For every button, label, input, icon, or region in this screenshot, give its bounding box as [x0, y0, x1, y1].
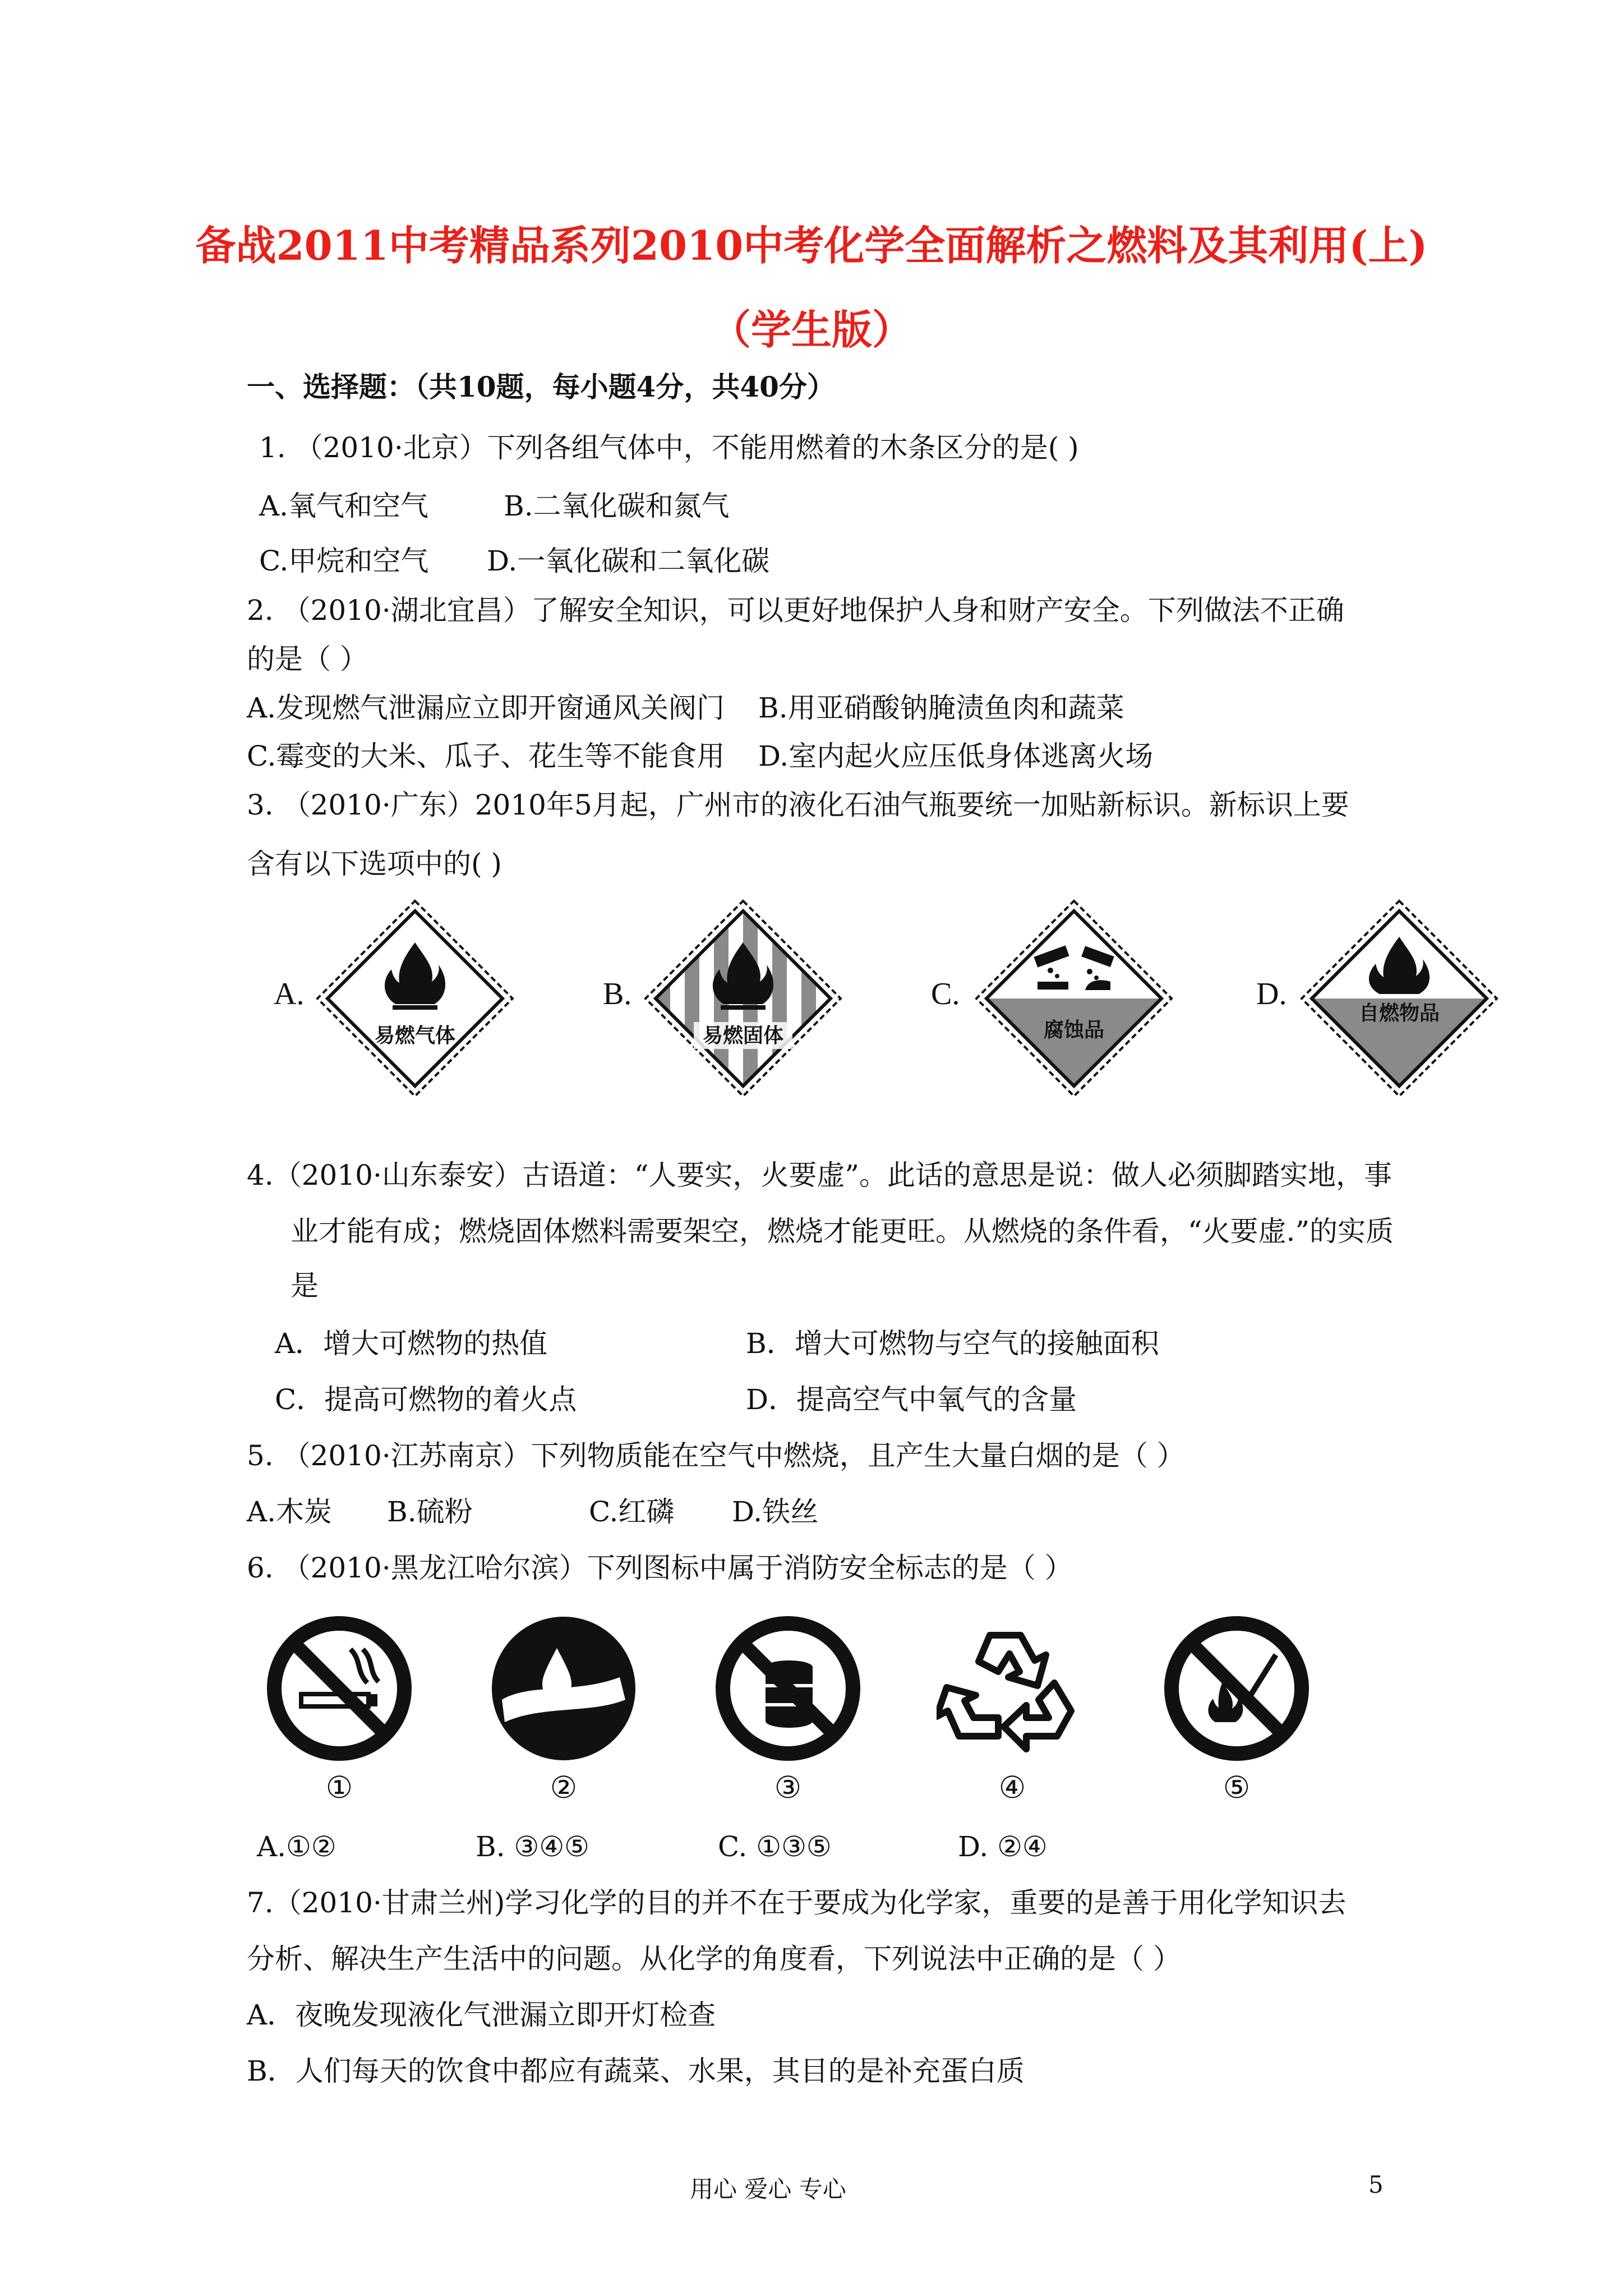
q3-sign-d-text: 自燃物品 [1358, 1002, 1440, 1025]
q3-sign-a-text: 易燃气体 [374, 1024, 456, 1047]
q7-option-a: A．夜晚发现液化气泄漏立即开灯检查 [247, 1999, 716, 2031]
q6-option-b: B. ③④⑤ [476, 1830, 590, 1863]
q6-option-a: A.①② [257, 1830, 336, 1863]
q6-icon-3-number: ③ [774, 1770, 802, 1805]
q3-sign-d-letter: D. [1256, 977, 1287, 1011]
q2-option-a: A.发现燃气泄漏应立即开窗通风关阀门 [247, 692, 725, 724]
q5-option-b: B.硫粉 [387, 1496, 473, 1528]
q1-option-c: C.甲烷和空气 [259, 545, 429, 577]
q5-option-c: C.红磷 [589, 1496, 675, 1528]
q6-option-d: D. ②④ [958, 1830, 1048, 1863]
q6-icon-2-number: ② [550, 1770, 578, 1805]
q2-option-c: C.霉变的大米、瓜子、花生等不能食用 [247, 740, 725, 772]
q6-icon-5-number: ⑤ [1223, 1770, 1251, 1805]
no-oil-drum-icon [715, 1616, 861, 1761]
q3-sign-a-letter: A. [274, 977, 305, 1011]
q4-option-c: C．提高可燃物的着火点 [275, 1383, 577, 1416]
section-heading: 一、选择题：（共10题，每小题4分，共40分） [247, 370, 835, 403]
q2-stem-line1: 2. （2010·湖北宜昌）了解安全知识，可以更好地保护人身和财产安全。下列做法不正确 [247, 594, 1344, 627]
q2-stem-line2: 的是（ ） [247, 643, 368, 675]
no-fireworks-icon [1164, 1616, 1310, 1761]
page-title: 备战2011中考精品系列2010中考化学全面解析之燃料及其利用(上) [195, 222, 1428, 269]
q5-stem: 5. （2010·江苏南京）下列物质能在空气中燃烧，且产生大量白烟的是（ ） [247, 1439, 1185, 1472]
footer-motto: 用心 爱心 专心 [690, 2175, 846, 2203]
q2-option-d: D.室内起火应压低身体逃离火场 [758, 740, 1154, 772]
q5-option-d: D.铁丝 [732, 1496, 819, 1528]
q6-option-c: C. ①③⑤ [718, 1830, 832, 1863]
no-smoking-icon [266, 1616, 412, 1761]
q4-stem-line2: 业才能有成；燃烧固体燃料需要架空，燃烧才能更旺。从燃烧的条件看，“火要虚.”的实质 [291, 1215, 1394, 1248]
q3-sign-b [642, 898, 844, 1099]
q3-sign-a [314, 898, 516, 1099]
q1-option-d: D.一氧化碳和二氧化碳 [487, 545, 770, 577]
q5-option-a: A.木炭 [247, 1496, 333, 1528]
q1-option-a: A.氧气和空气 [259, 490, 429, 522]
water-saving-icon [491, 1616, 637, 1761]
recycle-icon [937, 1616, 1088, 1761]
q3-sign-d [1298, 898, 1500, 1099]
q6-icon-4-number: ④ [998, 1770, 1026, 1805]
q6-stem: 6. （2010·黑龙江哈尔滨）下列图标中属于消防安全标志的是（ ） [247, 1552, 1073, 1584]
q3-sign-b-text: 易燃固体 [702, 1024, 784, 1047]
page-number: 5 [1368, 2171, 1384, 2198]
q3-sign-b-letter: B. [603, 977, 632, 1011]
q3-stem-line1: 3. （2010·广东）2010年5月起，广州市的液化石油气瓶要统一加贴新标识。新标识上要 [247, 789, 1349, 821]
q7-stem-line1: 7.（2010·甘肃兰州)学习化学的目的并不在于要成为化学家，重要的是善于用化学知识去 [247, 1887, 1347, 1919]
q7-stem-line2: 分析、解决生产生活中的问题。从化学的角度看，下列说法中正确的是（ ） [247, 1943, 1181, 1975]
q4-option-b: B．增大可燃物与空气的接触面积 [746, 1327, 1159, 1360]
q4-option-d: D．提高空气中氧气的含量 [746, 1383, 1077, 1416]
q2-option-b: B.用亚硝酸钠腌渍鱼肉和蔬菜 [758, 692, 1124, 724]
q3-sign-c [973, 898, 1175, 1099]
q4-stem-line1: 4.（2010·山东泰安）古语道：“人要实，火要虚”。此话的意思是说：做人必须脚踏实地，事 [247, 1159, 1392, 1191]
page-subtitle: （学生版） [710, 306, 912, 353]
q6-icon-1-number: ① [325, 1770, 353, 1805]
q1-option-b: B.二氧化碳和氮气 [504, 490, 730, 522]
q4-option-a: A．增大可燃物的热值 [275, 1327, 548, 1360]
q3-sign-c-text: 腐蚀品 [1043, 1019, 1105, 1042]
q3-stem-line2: 含有以下选项中的( ) [247, 848, 502, 880]
q7-option-b: B．人们每天的饮食中都应有蔬菜、水果，其目的是补充蛋白质 [247, 2055, 1025, 2087]
q4-stem-line3: 是 [291, 1269, 319, 1302]
q3-sign-c-letter: C. [931, 977, 960, 1011]
q1-stem: 1. （2010·北京）下列各组气体中，不能用燃着的木条区分的是( ) [259, 431, 1079, 464]
